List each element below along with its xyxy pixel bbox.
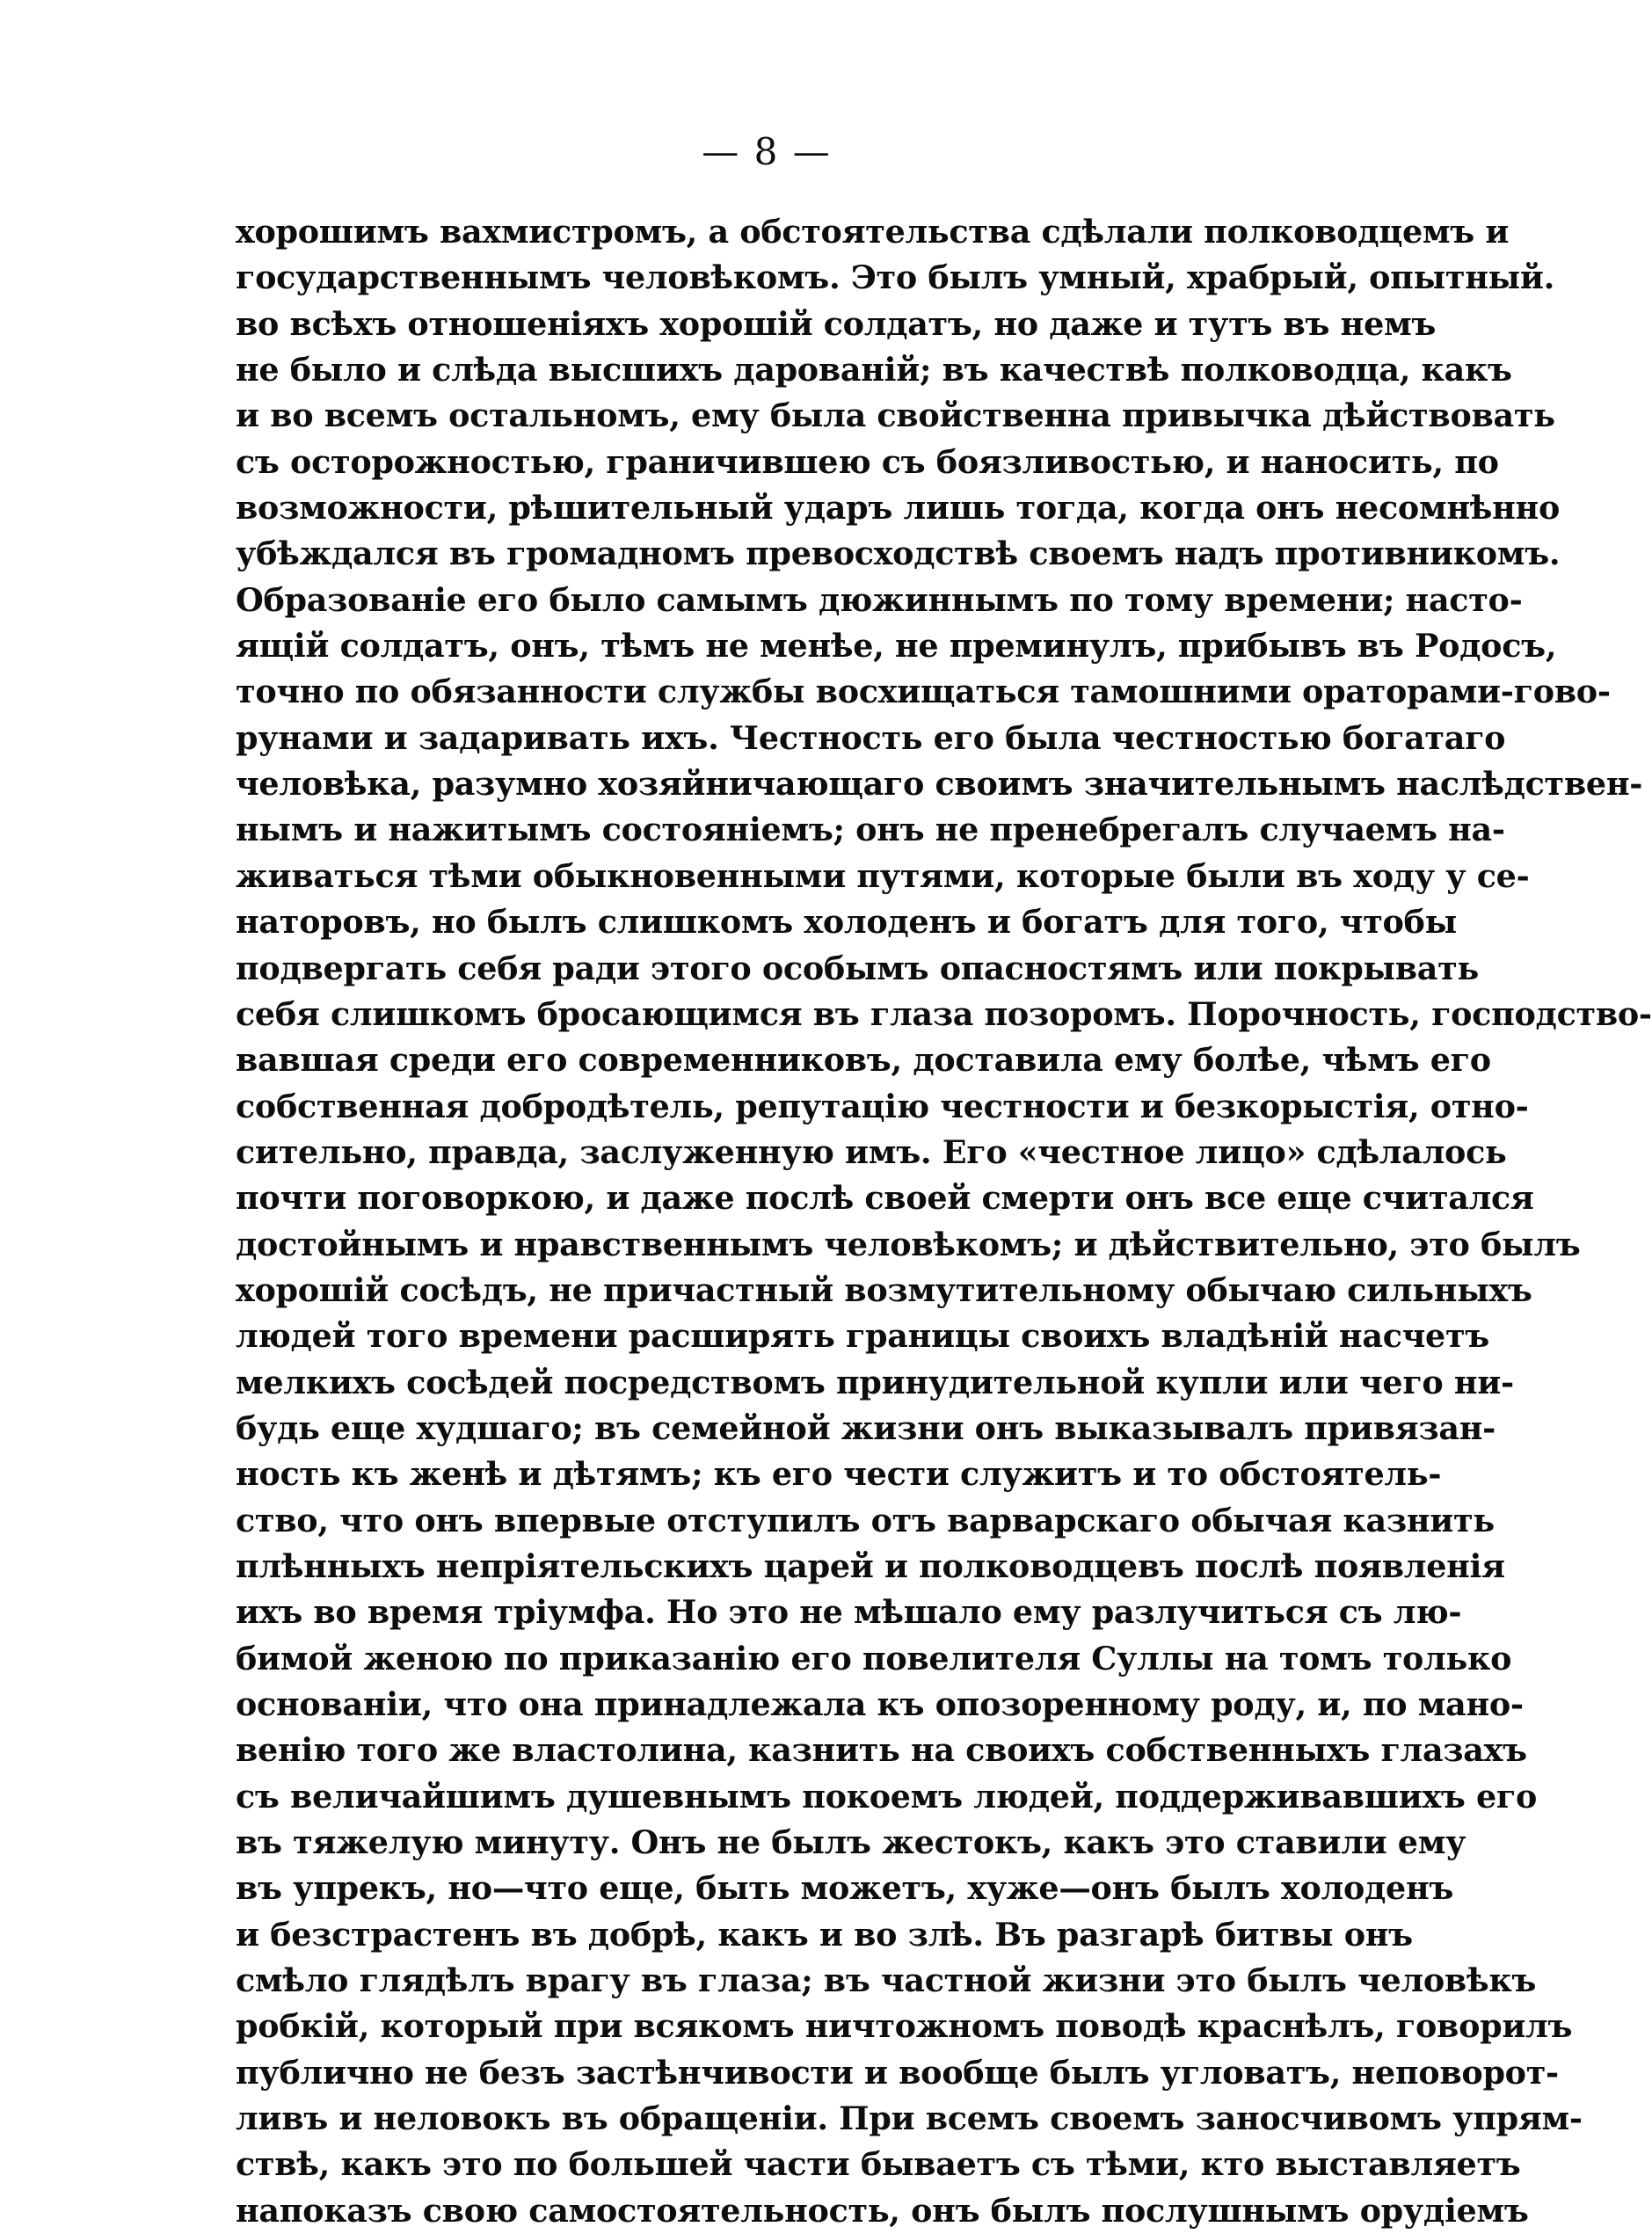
text-line: достойнымъ и нравственнымъ человѣкомъ; и дѣйствительно, это былъ	[236, 1225, 1581, 1263]
text-line: во всѣхъ отношеніяхъ хорошій солдатъ, но даже и тутъ въ немъ	[236, 304, 1437, 343]
text-line: нымъ и нажитымъ состояніемъ; онъ не пренебрегалъ случаемъ на-	[236, 811, 1505, 849]
text-line: будь еще худшаго; въ семейной жизни онъ выказывалъ привязан-	[236, 1408, 1496, 1447]
text-line: въ упрекъ, но—что еще, быть можетъ, хуже—онъ былъ холоденъ	[236, 1869, 1454, 1908]
text-line: мелкихъ сосѣдей посредствомъ принудительной купли или чего ни-	[236, 1363, 1514, 1401]
text-line: точно по обязанности службы восхищаться тамошними ораторами-гово-	[236, 673, 1611, 711]
text-line: подвергать себя ради этого особымъ опасностямъ или покрывать	[236, 949, 1479, 987]
text-line: напоказъ свою самостоятельность, онъ былъ послушнымъ орудіемъ	[236, 2191, 1529, 2230]
text-line: бимой женою по приказанію его повелителя Суллы на томъ только	[236, 1639, 1512, 1677]
text-line: ливъ и неловокъ въ обращеніи. При всемъ своемъ заносчивомъ упрям-	[236, 2099, 1583, 2138]
text-line: рунами и задаривать ихъ. Честность его была честностью богатаго	[236, 718, 1506, 757]
text-line: хорошій сосѣдъ, не причастный возмутительному обычаю сильныхъ	[236, 1270, 1532, 1309]
text-line: ствѣ, какъ это по большей части бываетъ съ тѣми, кто выставляетъ	[236, 2145, 1521, 2184]
text-line: основаніи, что она принадлежала къ опозоренному роду, и, по мано-	[236, 1685, 1524, 1723]
text-line: не было и слѣда высшихъ дарованій; въ качествѣ полководца, какъ	[236, 351, 1512, 389]
text-line: собственная добродѣтель, репутацію честности и безкорыстія, отно-	[236, 1087, 1529, 1125]
text-line: сительно, правда, заслуженную имъ. Его «честное лицо» сдѣлалось	[236, 1132, 1507, 1171]
text-line: ство, что онъ впервые отступилъ отъ варварскаго обычая казнить	[236, 1501, 1495, 1539]
text-line: возможности, рѣшительный ударъ лишь тогда, когда онъ несомнѣнно	[236, 489, 1561, 528]
text-line: ихъ во время тріумфа. Но это не мѣшало ему разлучиться съ лю-	[236, 1593, 1462, 1632]
text-line: вавшая среди его современниковъ, доставила ему болѣе, чѣмъ его	[236, 1041, 1491, 1080]
text-line: съ величайшимъ душевнымъ покоемъ людей, поддерживавшихъ его	[236, 1777, 1538, 1816]
text-line: робкій, который при всякомъ ничтожномъ поводѣ краснѣлъ, говорилъ	[236, 2007, 1573, 2046]
text-line: ящій солдатъ, онъ, тѣмъ не менѣе, не преминулъ, прибывъ въ Родосъ,	[236, 627, 1557, 666]
text-line: венію того же властолина, казнить на своихъ собственныхъ глазахъ	[236, 1731, 1527, 1770]
text-line: въ тяжелую минуту. Онъ не былъ жестокъ, какъ это ставили ему	[236, 1823, 1466, 1862]
text-line: съ осторожностью, граничившею съ боязливостью, и наносить, по	[236, 442, 1499, 481]
text-line: ность къ женѣ и дѣтямъ; къ его чести служитъ и то обстоятель-	[236, 1455, 1442, 1494]
text-line: плѣнныхъ непріятельскихъ царей и полководцевъ послѣ появленія	[236, 1546, 1505, 1585]
body-text	[236, 209, 1652, 2234]
text-line: людей того времени расширять границы своихъ владѣній насчетъ	[236, 1317, 1489, 1356]
text-line: Образованіе его было самымъ дюжиннымъ по тому времени; насто-	[236, 580, 1523, 619]
text-line: хорошимъ вахмистромъ, а обстоятельства сдѣлали полководцемъ и	[236, 213, 1510, 251]
page-number: — 8 —	[702, 130, 832, 173]
text-line: публично не безъ застѣнчивости и вообще былъ угловатъ, неповорот-	[236, 2053, 1559, 2092]
text-line: почти поговоркою, и даже послѣ своей смерти онъ все еще считался	[236, 1179, 1534, 1218]
text-line: убѣждался въ громадномъ превосходствѣ своемъ надъ противникомъ.	[236, 535, 1561, 573]
text-line: наторовъ, но былъ слишкомъ холоденъ и богатъ для того, чтобы	[236, 903, 1457, 942]
text-line: и во всемъ остальномъ, ему была свойственна привычка дѣйствовать	[236, 397, 1555, 435]
text-line: человѣка, разумно хозяйничающаго своимъ значительнымъ наслѣдствен-	[236, 765, 1643, 804]
text-line: себя слишкомъ бросающимся въ глаза позоромъ. Порочность, господство-	[236, 994, 1652, 1033]
text-line: смѣло глядѣлъ врагу въ глаза; въ частной жизни это былъ человѣкъ	[236, 1961, 1537, 2000]
text-line: и безстрастенъ въ добрѣ, какъ и во злѣ. Въ разгарѣ битвы онъ	[236, 1915, 1413, 1954]
text-line: государственнымъ человѣкомъ. Это былъ умный, храбрый, опытный.	[236, 258, 1555, 297]
text-line: живаться тѣми обыкновенными путями, которые были въ ходу у се-	[236, 856, 1530, 895]
